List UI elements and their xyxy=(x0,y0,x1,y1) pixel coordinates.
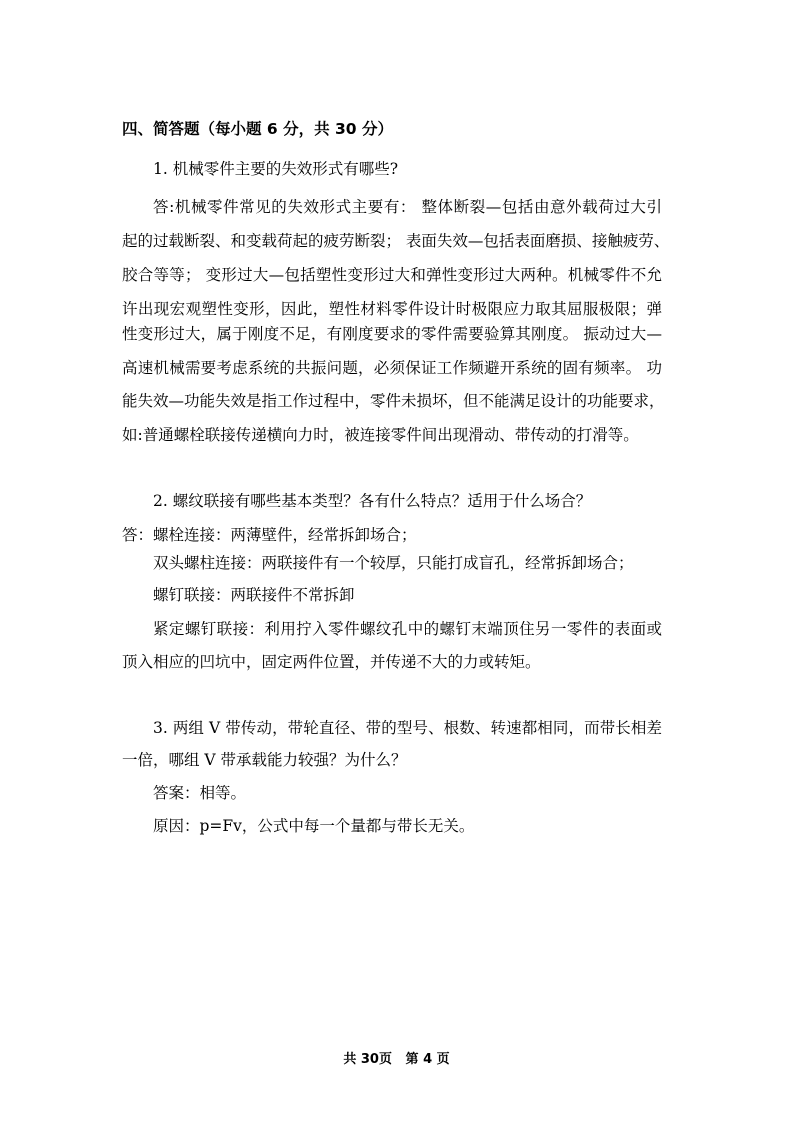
page-footer xyxy=(0,1048,793,1067)
q1-answer-line: 高速机械需要考虑系统的共振问题，必须保证工作频避开系统的固有频率。 功 xyxy=(122,359,662,377)
section-title: 四、简答题（每小题 6 分，共 30 分） xyxy=(122,120,393,138)
q3-answer-line: 答案：相等。 xyxy=(153,784,247,802)
q2-question: 2. 螺纹联接有哪些基本类型？各有什么特点？适用于什么场合？ xyxy=(153,492,592,510)
q1-question: 1. 机械零件主要的失效形式有哪些? xyxy=(153,160,399,178)
q3-question-line: 一倍，哪组 V 带承载能力较强？为什么？ xyxy=(122,751,407,769)
q2-answer-line: 答：螺栓连接：两薄壁件，经常拆卸场合； xyxy=(122,526,417,544)
q2-answer-line: 顶入相应的凹坑中，固定两件位置，并传递不大的力或转矩。 xyxy=(122,653,541,671)
q1-answer-line: 起的过载断裂、和变载荷起的疲劳断裂； 表面失效—包括表面磨损、接触疲劳、 xyxy=(122,232,670,250)
q1-answer-line: 能失效—功能失效是指工作过程中，零件未损坏，但不能满足设计的功能要求， xyxy=(122,392,665,410)
q2-answer-line: 螺钉联接：两联接件不常拆卸 xyxy=(153,586,355,604)
page-number: 共 30页 第 4 页 xyxy=(343,1052,450,1067)
q1-answer-line: 性变形过大，属于刚度不足，有刚度要求的零件需要验算其刚度。 振动过大— xyxy=(122,325,662,343)
q2-answer-line: 双头螺柱连接：两联接件有一个较厚，只能打成盲孔，经常拆卸场合； xyxy=(153,554,634,572)
q3-question-line: 3. 两组 V 带传动，带轮直径、带的型号、根数、转速都相同，而带长相差 xyxy=(153,719,662,737)
q3-answer-line: 原因：p=Fv，公式中每一个量都与带长无关。 xyxy=(153,817,475,835)
q1-answer-line: 如:普通螺栓联接传递横向力时，被连接零件间出现滑动、带传动的打滑等。 xyxy=(122,426,639,444)
q1-answer-line: 答:机械零件常见的失效形式主要有： 整体断裂—包括由意外载荷过大引 xyxy=(153,198,662,216)
q1-answer-line: 许出现宏观塑性变形，因此，塑性材料零件设计时极限应力取其屈服极限；弹 xyxy=(122,300,662,318)
q2-answer-line: 紧定螺钉联接：利用拧入零件螺纹孔中的螺钉末端顶住另一零件的表面或 xyxy=(153,620,662,638)
q1-answer-line: 胶合等等； 变形过大—包括塑性变形过大和弹性变形过大两种。机械零件不允 xyxy=(122,266,662,284)
